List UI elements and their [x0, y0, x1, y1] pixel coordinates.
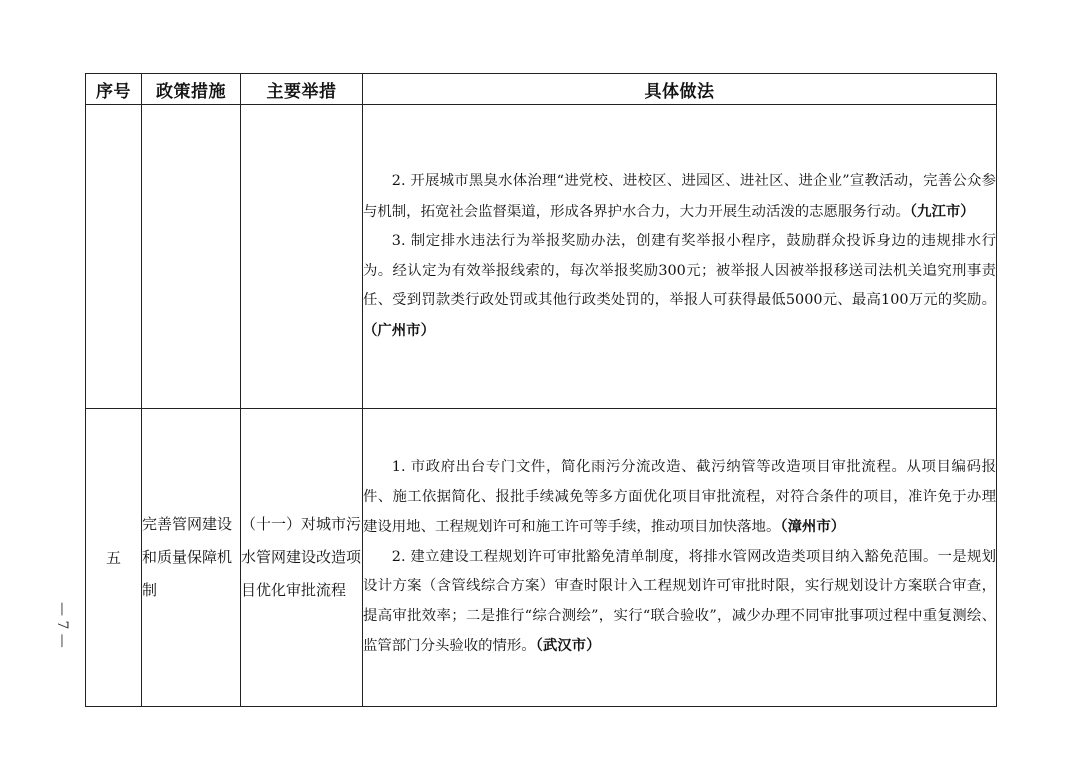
detail-text: 2. 开展城市黑臭水体治理“进党校、进校区、进园区、进社区、进企业”宣教活动，完善公众参与机制，拓宽社会监督渠道，形成各界护水合力，大力开展生动活泼的志愿服务行动。	[363, 173, 996, 220]
table-row-five	[86, 409, 997, 707]
city-tag: （广州市）	[363, 321, 435, 339]
policy-table	[85, 73, 997, 707]
seq-cell: 五	[86, 409, 142, 707]
city-tag: （武汉市）	[535, 637, 601, 655]
detail-item	[363, 227, 996, 346]
detail-cell	[363, 105, 997, 409]
city-tag: （九江市）	[909, 202, 975, 220]
header-measure: 主要举措	[241, 74, 363, 105]
detail-item	[363, 543, 996, 662]
header-detail: 具体做法	[363, 74, 997, 105]
header-seq: 序号	[86, 74, 142, 105]
city-tag: （漳州市）	[780, 518, 846, 536]
detail-text: 2. 建立建设工程规划许可审批豁免清单制度，将排水管网改造类项目纳入豁免范围。一是规划设计方案（含管线综合方案）审查时限计入工程规划许可审批时限，实行规划设计方案联合审查，提高审批效率；二是推行“综合测绘”，实行“联合验收”，减少办理不同审批事项过程中重复测绘、监管部门分头验收的情形。	[363, 548, 996, 655]
policy-cell-empty	[142, 105, 241, 409]
detail-item	[363, 167, 996, 227]
measure-cell: （十一）对城市污水管网建设改造项目优化审批流程	[241, 409, 363, 707]
policy-cell: 完善管网建设和质量保障机制	[142, 409, 241, 707]
table-header-row	[86, 74, 997, 105]
measure-cell-empty	[241, 105, 363, 409]
detail-text: 1. 市政府出台专门文件，简化雨污分流改造、截污纳管等改造项目审批流程。从项目编码报件、施工依据简化、报批手续减免等多方面优化项目审批流程，对符合条件的项目，准许免于办理建设用地、工程规划许可和施工许可等手续，推动项目加快落地。	[363, 459, 996, 536]
detail-item	[363, 453, 996, 543]
seq-cell-empty	[86, 105, 142, 409]
table-row-continued	[86, 105, 997, 409]
page-number: — 7 —	[54, 602, 70, 648]
detail-cell	[363, 409, 997, 707]
detail-text: 3. 制定排水违法行为举报奖励办法，创建有奖举报小程序，鼓励群众投诉身边的违规排水行为。经认定为有效举报线索的，每次举报奖励300元；被举报人因被举报移送司法机关追究刑事责任、受到罚款类行政处罚或其他行政类处罚的，举报人可获得最低5000元、最高100万元的奖励。	[363, 233, 996, 308]
header-policy: 政策措施	[142, 74, 241, 105]
